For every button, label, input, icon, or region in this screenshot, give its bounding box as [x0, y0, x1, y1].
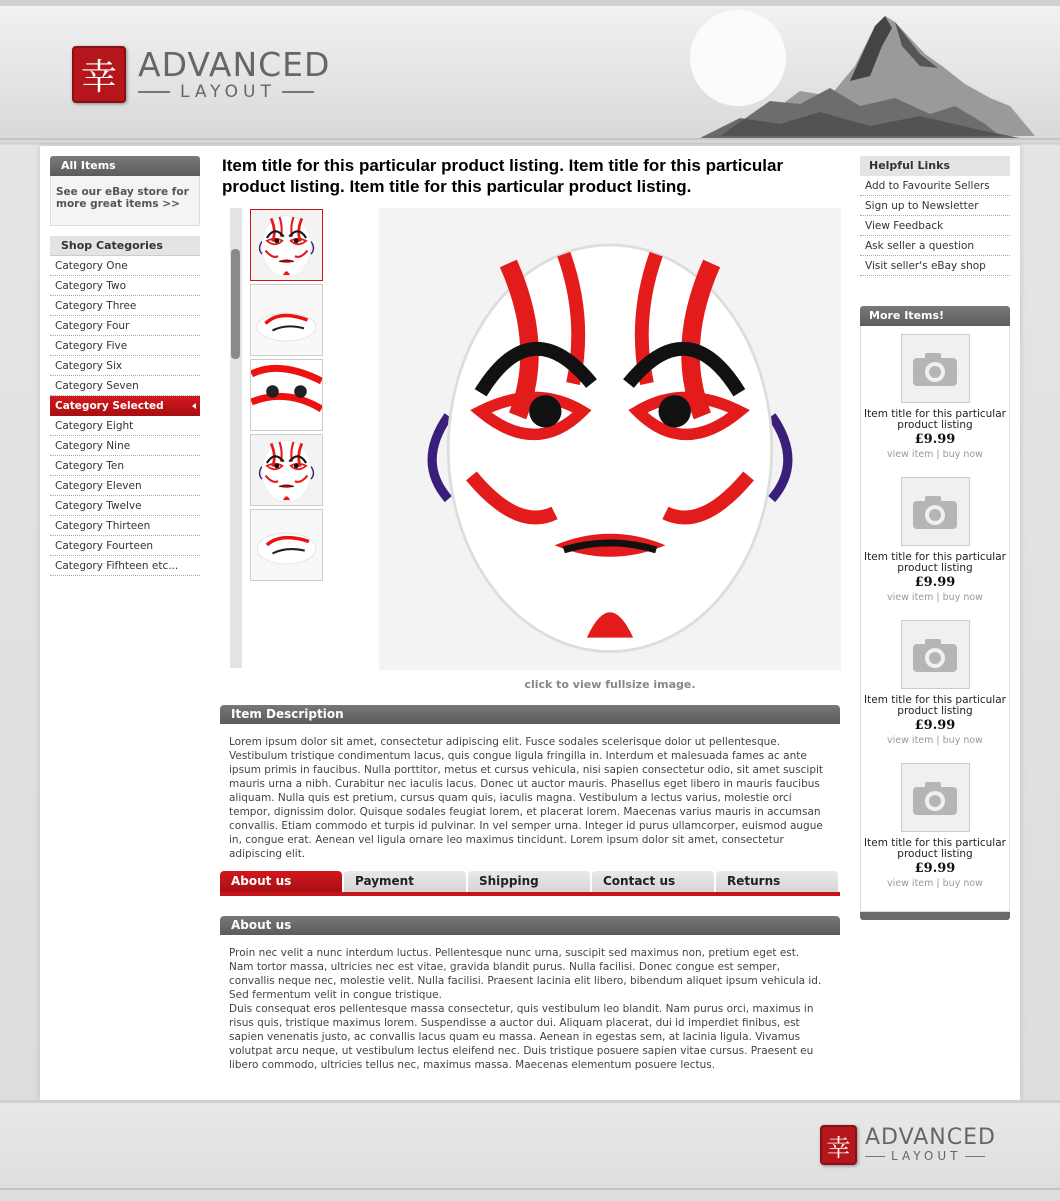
more-item-title[interactable]: Item title for this particular product listing [864, 551, 1006, 574]
category-item[interactable]: Category Seven [50, 376, 200, 396]
footer-logo-subname: LAYOUT [865, 1149, 996, 1163]
helpful-links-heading: Helpful Links [860, 156, 1010, 176]
logo-name: ADVANCED [138, 44, 331, 84]
category-item[interactable]: Category Six [50, 356, 200, 376]
tab-payment[interactable]: Payment [344, 871, 466, 892]
more-item-title[interactable]: Item title for this particular product listing [864, 694, 1006, 717]
camera-placeholder-icon[interactable] [901, 763, 970, 832]
category-item[interactable]: Category Five [50, 336, 200, 356]
category-item[interactable]: Category Ten [50, 456, 200, 476]
helpful-link[interactable]: Ask seller a question [860, 236, 1010, 256]
about-us-paragraph-2: Duis consequat eros pellentesque massa consectetur, quis vestibulum leo blandit. Nam purus orci, maximus in risus quis, tristique maximus lorem. Suspendisse a auctor dui. Aliquam placerat, dui id imperdiet finibus, est sapien venenatis justo, ac convallis lacus quam eu massa. Aenean in egestas sem, at lacinia ligula. Vivamus volutpat arcu neque, ut vestibulum lectus eleifend nec. Duis tristique posuere sapien vitae cursus. Praesent eu libero commodo, ultricies tellus nec, maximus massa. Maecenas elementum posuere lectus. [229, 1003, 814, 1071]
helpful-link[interactable]: Visit seller's eBay shop [860, 256, 1010, 276]
link-separator: | [936, 878, 940, 889]
helpful-links-box [860, 156, 1010, 276]
footer-logo-seal-icon: 幸 [820, 1125, 857, 1165]
buy-now-link[interactable]: buy now [942, 592, 983, 603]
about-us-paragraph-1: Proin nec velit a nunc interdum luctus. Pellentesque nunc urna, suscipit sed maximus non, pretium eget est. Nam tortor massa, ultricies nec est vitae, gravida blandit purus. Nulla facilisi. Donec congue est semper, convallis neque nec, molestie velit. Nulla facilisi. Praesent lacinia elit libero, bibendum aliquet ipsum vehicula id. Sed fermentum velit in congue tristique. [229, 947, 822, 1001]
store-link[interactable]: See our eBay store for more great items >> [50, 176, 200, 226]
footer [0, 1100, 1060, 1201]
mountain-painting [680, 6, 1040, 141]
category-item[interactable]: Category Two [50, 276, 200, 296]
thumbnail-side-2[interactable] [250, 509, 323, 581]
shop-categories-heading: Shop Categories [50, 236, 200, 256]
item-description-heading: Item Description [220, 705, 840, 724]
category-item[interactable]: Category One [50, 256, 200, 276]
link-separator: | [936, 449, 940, 460]
buy-now-link[interactable]: buy now [942, 449, 983, 460]
more-items-box [860, 306, 1010, 920]
helpful-link[interactable]: Sign up to Newsletter [860, 196, 1010, 216]
main-panel [40, 146, 1020, 1100]
view-item-link[interactable]: view item [887, 449, 934, 460]
thumbnail-front-2[interactable] [250, 434, 323, 506]
more-item-price: £9.99 [914, 575, 956, 590]
category-item[interactable]: Category Fifhteen etc... [50, 556, 200, 576]
footer-logo[interactable] [820, 1125, 996, 1165]
thumbnail-scroll-handle[interactable] [231, 249, 240, 359]
camera-placeholder-icon[interactable] [901, 620, 970, 689]
buy-now-link[interactable]: buy now [942, 735, 983, 746]
category-item[interactable]: Category Three [50, 296, 200, 316]
category-item[interactable]: Category Fourteen [50, 536, 200, 556]
camera-placeholder-icon[interactable] [901, 334, 970, 403]
category-item[interactable]: Category Twelve [50, 496, 200, 516]
more-item-price: £9.99 [914, 718, 956, 733]
more-item-card [861, 477, 1009, 620]
thumbnail-closeup[interactable] [250, 359, 323, 431]
more-item-title[interactable]: Item title for this particular product listing [864, 837, 1006, 860]
header-banner [0, 0, 1060, 145]
view-item-link[interactable]: view item [887, 735, 934, 746]
more-item-title[interactable]: Item title for this particular product listing [864, 408, 1006, 431]
more-item-price: £9.99 [914, 432, 956, 447]
category-item[interactable]: Category Eleven [50, 476, 200, 496]
header-logo[interactable] [72, 46, 330, 103]
category-item[interactable]: Category Nine [50, 436, 200, 456]
shop-categories [50, 236, 200, 576]
thumbnail-side[interactable] [250, 284, 323, 356]
link-separator: | [936, 592, 940, 603]
item-title: Item title for this particular product listing. Item title for this particular product listing. Item title for this particular product listing. [222, 156, 784, 196]
buy-now-link[interactable]: buy now [942, 878, 983, 889]
category-item[interactable]: Category Eight [50, 416, 200, 436]
view-fullsize-link[interactable]: click to view fullsize image. [524, 678, 696, 691]
tab-about-us[interactable]: About us [220, 871, 342, 892]
main-product-image[interactable] [379, 208, 841, 670]
more-item-price: £9.99 [914, 861, 956, 876]
camera-placeholder-icon[interactable] [901, 477, 970, 546]
category-item[interactable]: Category Thirteen [50, 516, 200, 536]
category-item-selected[interactable]: Category Selected [50, 396, 200, 416]
all-items-heading: All Items [50, 156, 200, 176]
more-items-heading: More Items! [860, 306, 1010, 326]
about-us-heading: About us [220, 916, 840, 935]
helpful-link[interactable]: View Feedback [860, 216, 1010, 236]
tab-shipping[interactable]: Shipping [468, 871, 590, 892]
all-items-box [50, 156, 200, 226]
more-item-card [861, 763, 1009, 906]
category-item[interactable]: Category Four [50, 316, 200, 336]
more-item-card [861, 334, 1009, 477]
info-tabs [220, 871, 840, 896]
link-separator: | [936, 735, 940, 746]
footer-logo-name: ADVANCED [865, 1125, 996, 1150]
thumbnail-list [250, 209, 323, 584]
logo-seal-icon: 幸 [72, 46, 126, 103]
tab-returns[interactable]: Returns [716, 871, 838, 892]
more-item-card [861, 620, 1009, 763]
helpful-link[interactable]: Add to Favourite Sellers [860, 176, 1010, 196]
view-item-link[interactable]: view item [887, 592, 934, 603]
view-item-link[interactable]: view item [887, 878, 934, 889]
tab-contact-us[interactable]: Contact us [592, 871, 714, 892]
item-description-text: Lorem ipsum dolor sit amet, consectetur adipiscing elit. Fusce sodales scelerisque dolor ut pellentesque. Vestibulum tristique condimentum lacus, quis congue ligula fringilla in. Interdum et malesuada fames ac ante ipsum primis in faucibus. Nulla porttitor, metus et cursus vehicula, nisi sapien consectetur odio, sit amet suscipit mauris urna a nibh. Curabitur nec iaculis lacus. Donec ut auctor mauris. Phasellus eget libero in mauris faucibus aliquam. Nulla quis est pretium, cursus quam quis, iaculis magna. Vestibulum a lectus varius, molestie orci tempor, dignissim dolor. Quisque sodales feugiat lorem, et placerat lorem. Maecenas varius mauris in accumsan convallis. Etiam commodo et turpis id pulvinar. In vel semper urna. Integer id purus ullamcorper, euismod augue in, congue erat. Aenean vel ligula ornare leo maximus tincidunt. Lorem ipsum dolor sit amet, consectetur adipiscing elit. [229, 736, 824, 860]
thumbnail-front[interactable] [250, 209, 323, 281]
logo-subname: LAYOUT [138, 82, 330, 102]
